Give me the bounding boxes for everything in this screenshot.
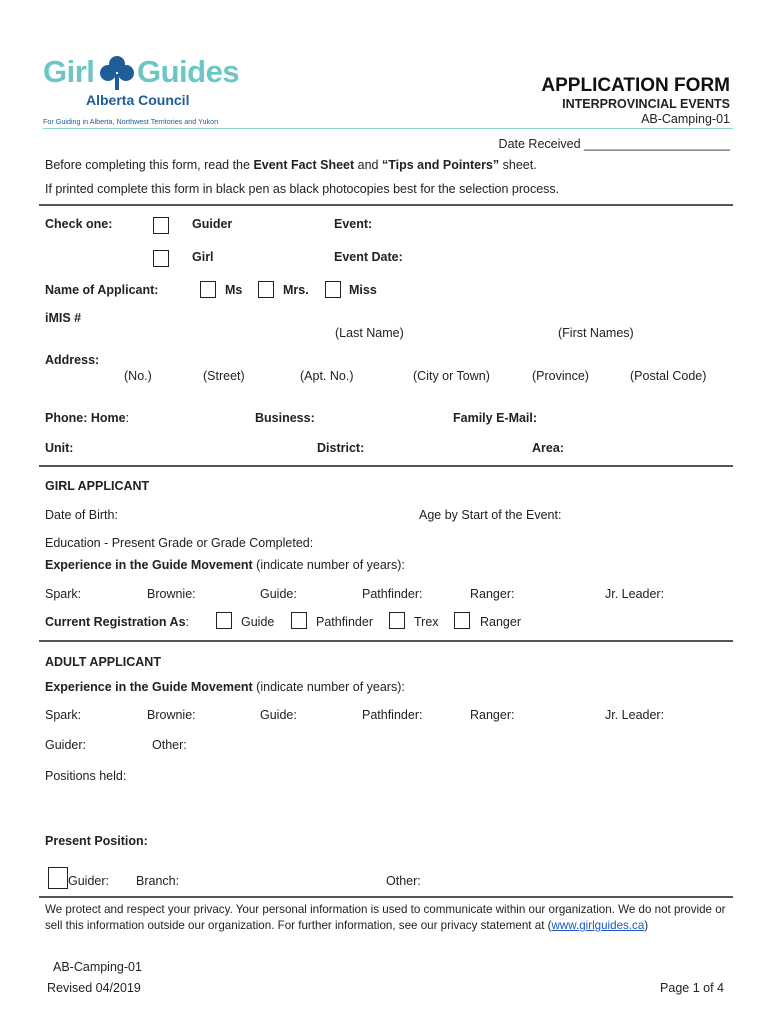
positions-held-label: Positions held: xyxy=(45,769,127,783)
current-registration-label xyxy=(45,615,189,629)
current-registration-colon: : xyxy=(185,615,190,629)
intro-text: sheet. xyxy=(499,158,537,172)
girl-pathfinder-label: Pathfinder: xyxy=(362,587,423,601)
intro-tips-pointers: “Tips and Pointers” xyxy=(381,158,500,172)
adult-experience-label xyxy=(45,680,405,694)
reg-guide-checkbox[interactable] xyxy=(216,612,232,629)
address-city-caption: (City or Town) xyxy=(413,369,490,383)
current-registration-text: Current Registration As xyxy=(45,615,186,629)
last-name-caption: (Last Name) xyxy=(335,326,404,340)
privacy-text-end: ) xyxy=(644,919,649,932)
reg-guide-label: Guide xyxy=(241,615,275,629)
phone-home-text: Phone: Home xyxy=(45,411,126,425)
mrs-checkbox[interactable] xyxy=(258,281,274,298)
girl-brownie-label: Brownie: xyxy=(147,587,196,601)
reg-pathfinder-checkbox[interactable] xyxy=(291,612,307,629)
privacy-line-1: We protect and respect your privacy. Your personal information is used to communicate within our organization. We do not provide or xyxy=(45,903,726,916)
girl-experience-label xyxy=(45,558,405,572)
unit-label: Unit: xyxy=(45,441,74,455)
mrs-label: Mrs. xyxy=(283,283,309,297)
adult-guide-label: Guide: xyxy=(260,708,297,722)
girl-applicant-heading: GIRL APPLICANT xyxy=(45,479,150,493)
reg-trex-label: Trex xyxy=(414,615,439,629)
girl-jr-leader-label: Jr. Leader: xyxy=(605,587,665,601)
adult-experience-rest: (indicate number of years): xyxy=(252,680,405,694)
imis-label: iMIS # xyxy=(45,311,82,325)
girl-label: Girl xyxy=(192,250,214,264)
logo-word-girl: Girl xyxy=(43,54,95,89)
business-label: Business: xyxy=(255,411,315,425)
intro-line-1 xyxy=(45,158,537,172)
logo-council: Alberta Council xyxy=(86,92,190,108)
education-label: Education - Present Grade or Grade Completed: xyxy=(45,536,314,550)
address-province-caption: (Province) xyxy=(532,369,589,383)
district-label: District: xyxy=(317,441,365,455)
intro-event-fact-sheet: Event Fact Sheet xyxy=(253,158,355,172)
adult-other-label: Other: xyxy=(152,738,187,752)
adult-jr-leader-label: Jr. Leader: xyxy=(605,708,665,722)
adult-brownie-label: Brownie: xyxy=(147,708,196,722)
age-label: Age by Start of the Event: xyxy=(419,508,562,522)
girl-guide-label: Guide: xyxy=(260,587,297,601)
privacy-text: sell this information outside our organization. For further information, see our privacy statement at ( xyxy=(45,919,552,932)
event-label: Event: xyxy=(334,217,373,231)
present-other-label: Other: xyxy=(386,874,421,888)
present-branch-label: Branch: xyxy=(136,874,180,888)
adult-applicant-heading: ADULT APPLICANT xyxy=(45,655,161,669)
reg-ranger-checkbox[interactable] xyxy=(454,612,470,629)
intro-line-2: If printed complete this form in black pen as black photocopies best for the selection process. xyxy=(45,182,560,196)
intro-text: Before completing this form, read the xyxy=(45,158,254,172)
adult-guider-label: Guider: xyxy=(45,738,86,752)
form-subtitle: INTERPROVINCIAL EVENTS xyxy=(562,97,730,111)
address-street-caption: (Street) xyxy=(203,369,245,383)
ms-checkbox[interactable] xyxy=(200,281,216,298)
first-names-caption: (First Names) xyxy=(558,326,634,340)
address-postal-caption: (Postal Code) xyxy=(630,369,707,383)
adult-spark-label: Spark: xyxy=(45,708,82,722)
name-of-applicant-label: Name of Applicant: xyxy=(45,283,159,297)
section-divider xyxy=(39,640,733,642)
date-of-birth-label: Date of Birth: xyxy=(45,508,118,522)
miss-checkbox[interactable] xyxy=(325,281,341,298)
girl-spark-label: Spark: xyxy=(45,587,82,601)
present-guider-label: Guider: xyxy=(68,874,109,888)
section-divider xyxy=(39,465,733,467)
present-position-label: Present Position: xyxy=(45,834,148,848)
adult-ranger-label: Ranger: xyxy=(470,708,515,722)
present-guider-checkbox[interactable] xyxy=(48,867,68,889)
check-one-label: Check one: xyxy=(45,217,113,231)
reg-ranger-label: Ranger xyxy=(480,615,521,629)
girl-experience-rest: (indicate number of years): xyxy=(252,558,405,572)
footer-revised: Revised 04/2019 xyxy=(47,981,141,995)
logo-word-guides: Guides xyxy=(137,54,240,89)
privacy-line-2 xyxy=(45,919,648,932)
date-received-field[interactable]: Date Received _____________________ xyxy=(498,137,730,151)
ms-label: Ms xyxy=(225,283,243,297)
footer-page-number: Page 1 of 4 xyxy=(660,981,724,995)
girl-ranger-label: Ranger: xyxy=(470,587,515,601)
section-divider xyxy=(39,204,733,206)
logo-tagline: For Guiding in Alberta, Northwest Territories and Yukon xyxy=(43,117,219,126)
miss-label: Miss xyxy=(349,283,377,297)
address-apt-caption: (Apt. No.) xyxy=(300,369,354,383)
adult-experience-bold: Experience in the Guide Movement xyxy=(45,680,253,694)
form-title: APPLICATION FORM xyxy=(541,75,730,96)
trefoil-icon xyxy=(98,54,136,92)
area-label: Area: xyxy=(532,441,564,455)
girl-experience-bold: Experience in the Guide Movement xyxy=(45,558,253,572)
logo-divider xyxy=(43,128,733,129)
adult-pathfinder-label: Pathfinder: xyxy=(362,708,423,722)
section-divider xyxy=(39,896,733,898)
intro-text: and xyxy=(354,158,382,172)
reg-pathfinder-label: Pathfinder xyxy=(316,615,373,629)
form-code: AB-Camping-01 xyxy=(641,112,730,126)
phone-home-colon: : xyxy=(125,411,130,425)
address-no-caption: (No.) xyxy=(124,369,152,383)
address-label: Address: xyxy=(45,353,100,367)
guider-checkbox[interactable] xyxy=(153,217,169,234)
guider-label: Guider xyxy=(192,217,233,231)
reg-trex-checkbox[interactable] xyxy=(389,612,405,629)
footer-code: AB-Camping-01 xyxy=(53,960,142,974)
girl-checkbox[interactable] xyxy=(153,250,169,267)
phone-home-label xyxy=(45,411,129,425)
privacy-link[interactable]: www.girlguides.ca xyxy=(551,919,645,932)
event-date-label: Event Date: xyxy=(334,250,403,264)
family-email-label: Family E-Mail: xyxy=(453,411,538,425)
